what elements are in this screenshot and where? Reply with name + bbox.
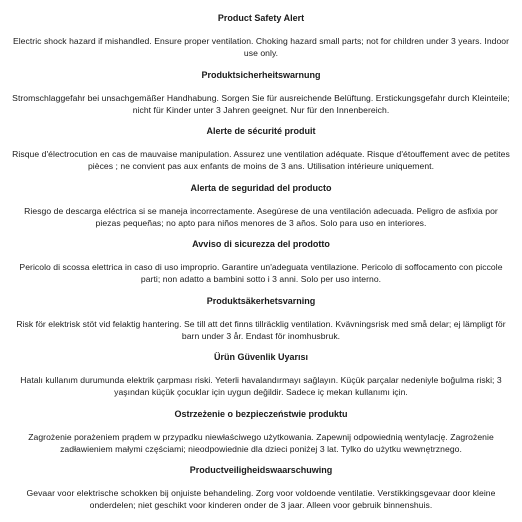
- notice-body: Riesgo de descarga eléctrica si se maneja incorrectamente. Asegúrese de una ventilación adecuada. Peligro de asfixia por piezas pequeñas; no apto para niños menores de 3 años. Solo para uso en interiores.: [24, 205, 498, 228]
- notice-en: [12, 10, 510, 67]
- notice-heading: Product Safety Alert: [217, 13, 305, 23]
- notice-body: Risque d'électrocution en cas de mauvaise manipulation. Assurez une ventilation adéquate. Risque d'étouffement avec de petites pièces ; ne convient pas aux enfants de moins de 3 ans. Utilisation intérieure uniquement.: [12, 149, 510, 171]
- notice-body: Risk för elektrisk stöt vid felaktig hantering. Se till att det finns tillräcklig ventilation. Kvävningsrisk med små delar; ej lämpligt för barn under 3 år. Endast för inomhusbruk.: [16, 318, 506, 341]
- notice-heading: Ostrzeżenie o bezpieczeństwie produktu: [174, 408, 348, 419]
- notice-body: Pericolo di scossa elettrica in caso di uso improprio. Garantire un'adeguata ventilazione. Pericolo di soffocamento con piccole parti; non adatto a bambini sotto i 3 anni. Solo per uso interno.: [19, 262, 503, 284]
- notice-heading: Productveiligheidswaarschuwing: [189, 465, 333, 475]
- notice-body: Hatalı kullanım durumunda elektrik çarpması riski. Yeterli havalandırmayı sağlayın. Küçük parçalar nedeniyle boğulma riski; 3 yaşından küçük çocuklar için uygun değildir. Sadece iç mekan kullanımı için.: [20, 375, 502, 397]
- notice-sv: [12, 293, 510, 350]
- notice-body: Stromschlaggefahr bei unsachgemäßer Handhabung. Sorgen Sie für ausreichende Belüftung. Erstickungsgefahr durch Kleinteile; nicht für Kinder unter 3 Jahren geeignet. Nur für den Innenbereich.: [12, 92, 510, 115]
- notice-body: Gevaar voor elektrische schokken bij onjuiste behandeling. Zorg voor voldoende ventilatie. Verstikkingsgevaar door kleine onderdelen; niet geschikt voor kinderen onder de 3 jaar. Alleen voor gebruik binnenshuis.: [26, 488, 496, 510]
- notice-body: Zagrożenie porażeniem prądem w przypadku niewłaściwego użytkowania. Zapewnij odpowiednią wentylację. Zagrożenie zadławieniem małymi częściami; nieodpowiednie dla dzieci poniżej 3 lat. Tylko do użytku wewnętrznego.: [28, 431, 494, 454]
- notice-it: [12, 236, 510, 293]
- notice-pl: [12, 406, 510, 463]
- notice-body: Electric shock hazard if mishandled. Ensure proper ventilation. Choking hazard small parts; not for children under 3 years. Indoor use only.: [12, 36, 510, 58]
- notice-de: [12, 67, 510, 124]
- notice-tr: [12, 349, 510, 406]
- notice-fr: [12, 123, 510, 180]
- notice-nl: [12, 462, 510, 519]
- notice-es: [12, 180, 510, 237]
- notice-heading: Avviso di sicurezza del prodotto: [192, 239, 330, 249]
- notice-heading: Ürün Güvenlik Uyarısı: [213, 352, 309, 362]
- notice-heading: Produktsäkerhetsvarning: [206, 295, 316, 306]
- notice-heading: Alerte de sécurité produit: [206, 126, 316, 136]
- notice-heading: Alerta de seguridad del producto: [190, 182, 332, 193]
- notice-heading: Produktsicherheitswarnung: [201, 69, 321, 80]
